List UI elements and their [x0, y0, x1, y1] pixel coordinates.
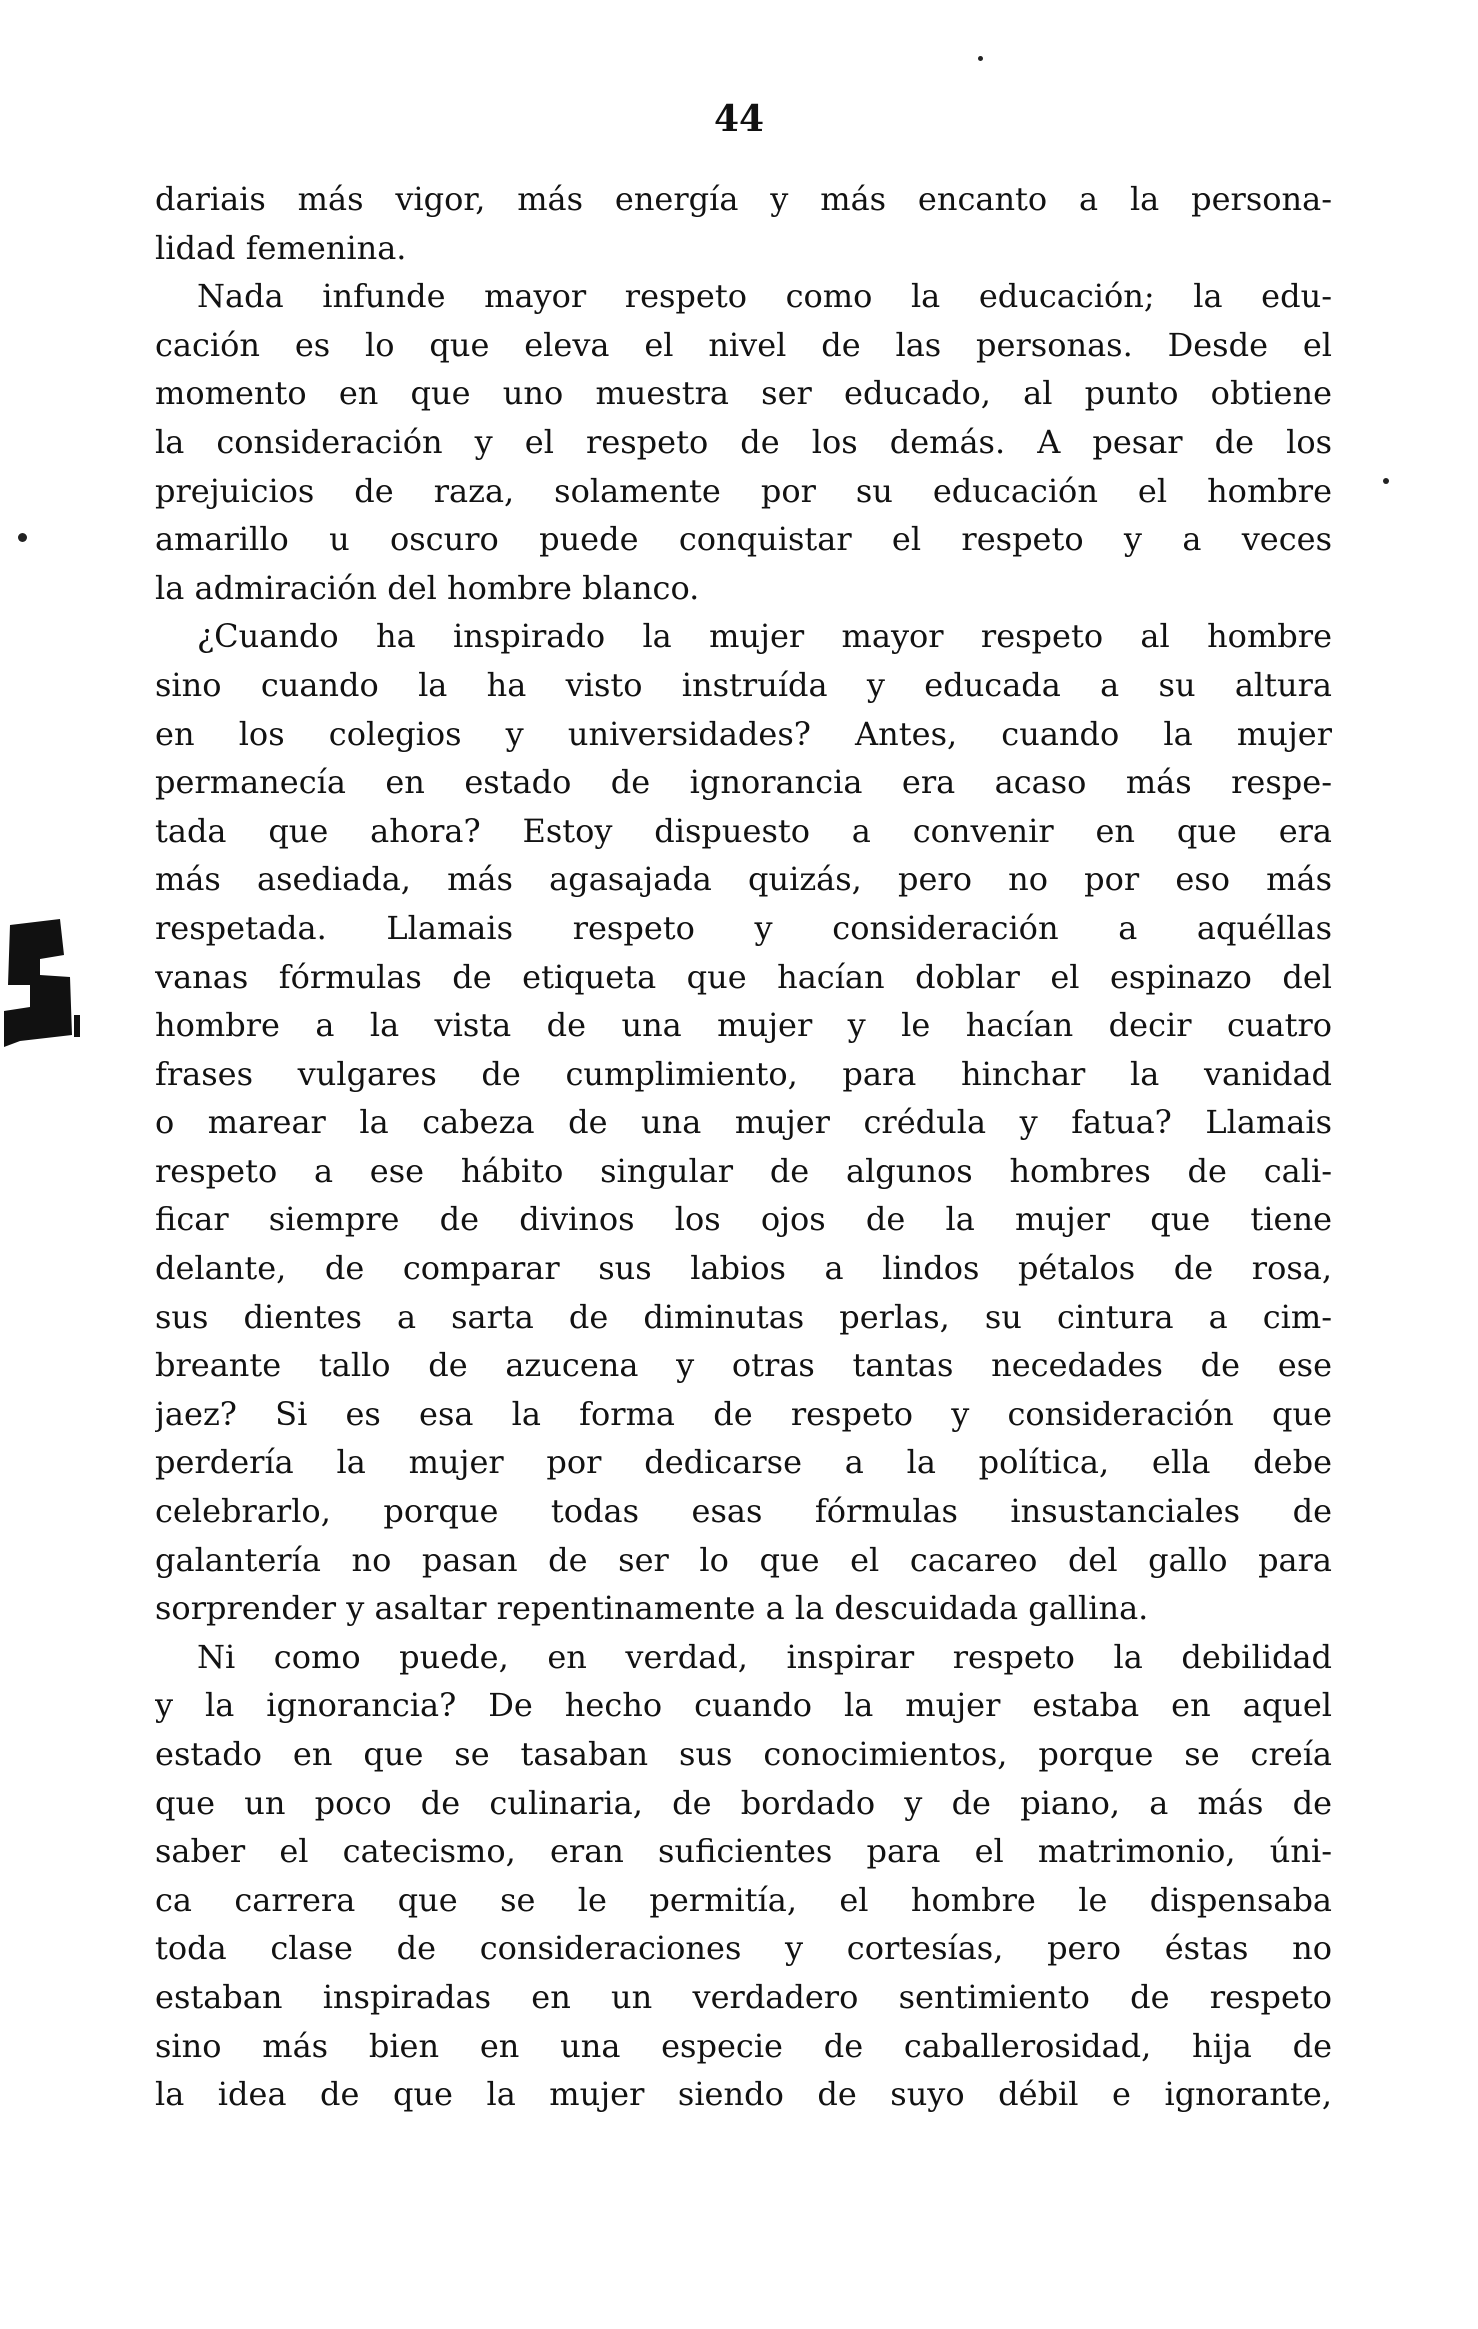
text-line: cación es lo que eleva el nivel de las personas. Desde el [155, 325, 1332, 364]
ink-speck [978, 56, 983, 61]
text-line: breante tallo de azucena y otras tantas necedades de ese [155, 1346, 1332, 1385]
text-line: sorprender y asaltar repentinamente a la descuidada gallina. [155, 1589, 1149, 1628]
text-line: toda clase de consideraciones y cortesías, pero éstas no [155, 1929, 1332, 1968]
text-line: ficar siempre de divinos los ojos de la mujer que tiene [155, 1200, 1332, 1239]
page-number: 44 [713, 98, 765, 140]
text-line: respeto a ese hábito singular de algunos hombres de cali- [155, 1151, 1332, 1190]
text-line: frases vulgares de cumplimiento, para hinchar la vanidad [155, 1054, 1332, 1093]
body-text [155, 175, 1332, 2119]
text-line: la idea de que la mujer siendo de suyo débil e ignorante, [155, 2075, 1332, 2114]
text-line: estaban inspiradas en un verdadero sentimiento de respeto [155, 1977, 1332, 2016]
ink-speck [1383, 478, 1389, 484]
text-line: celebrarlo, porque todas esas fórmulas insustanciales de [155, 1492, 1332, 1531]
text-line: sus dientes a sarta de diminutas perlas, su cintura a cim- [155, 1297, 1332, 1336]
text-line: la consideración y el respeto de los demás. A pesar de los [155, 422, 1332, 461]
text-line: tada que ahora? Estoy dispuesto a convenir en que era [155, 811, 1332, 850]
text-line: la admiración del hombre blanco. [155, 568, 700, 607]
text-line: ca carrera que se le permitía, el hombre le dispensaba [155, 1880, 1332, 1919]
text-line: sino más bien en una especie de caballerosidad, hija de [155, 2026, 1332, 2065]
text-line: ¿Cuando ha inspirado la mujer mayor respeto al hombre [197, 617, 1332, 656]
torn-edge-ink-mark [0, 915, 90, 1055]
text-line: en los colegios y universidades? Antes, cuando la mujer [155, 714, 1332, 753]
text-line: jaez? Si es esa la forma de respeto y consideración que [155, 1394, 1332, 1433]
text-line: que un poco de culinaria, de bordado y de piano, a más de [155, 1783, 1332, 1822]
text-line: sino cuando la ha visto instruída y educada a su altura [155, 665, 1332, 704]
text-line: más asediada, más agasajada quizás, pero no por eso más [155, 860, 1332, 899]
text-line: dariais más vigor, más energía y más encanto a la persona- [155, 180, 1332, 218]
ink-speck [18, 533, 27, 542]
text-line: prejuicios de raza, solamente por su educación el hombre [155, 471, 1332, 510]
text-line: momento en que uno muestra ser educado, al punto obtiene [155, 374, 1332, 413]
text-line: Ni como puede, en verdad, inspirar respeto la debilidad [197, 1637, 1332, 1676]
text-line: Nada infunde mayor respeto como la educación; la edu- [197, 277, 1332, 316]
text-line: perdería la mujer por dedicarse a la política, ella debe [155, 1443, 1332, 1482]
text-line: y la ignorancia? De hecho cuando la mujer estaba en aquel [155, 1686, 1332, 1725]
text-line: amarillo u oscuro puede conquistar el respeto y a veces [155, 520, 1332, 559]
text-line: lidad femenina. [155, 228, 407, 267]
text-line: hombre a la vista de una mujer y le hacían decir cuatro [155, 1006, 1332, 1045]
text-line: delante, de comparar sus labios a lindos pétalos de rosa, [155, 1249, 1332, 1288]
text-line: estado en que se tasaban sus conocimientos, porque se creía [155, 1735, 1332, 1773]
text-line: galantería no pasan de ser lo que el cacareo del gallo para [155, 1540, 1332, 1579]
text-line: o marear la cabeza de una mujer crédula y fatua? Llamais [155, 1103, 1332, 1142]
text-line: saber el catecismo, eran suficientes para el matrimonio, úni- [155, 1832, 1332, 1871]
text-line: permanecía en estado de ignorancia era acaso más respe- [155, 763, 1332, 802]
text-line: vanas fórmulas de etiqueta que hacían doblar el espinazo del [155, 957, 1332, 996]
text-line: respetada. Llamais respeto y consideración a aquéllas [155, 908, 1332, 947]
